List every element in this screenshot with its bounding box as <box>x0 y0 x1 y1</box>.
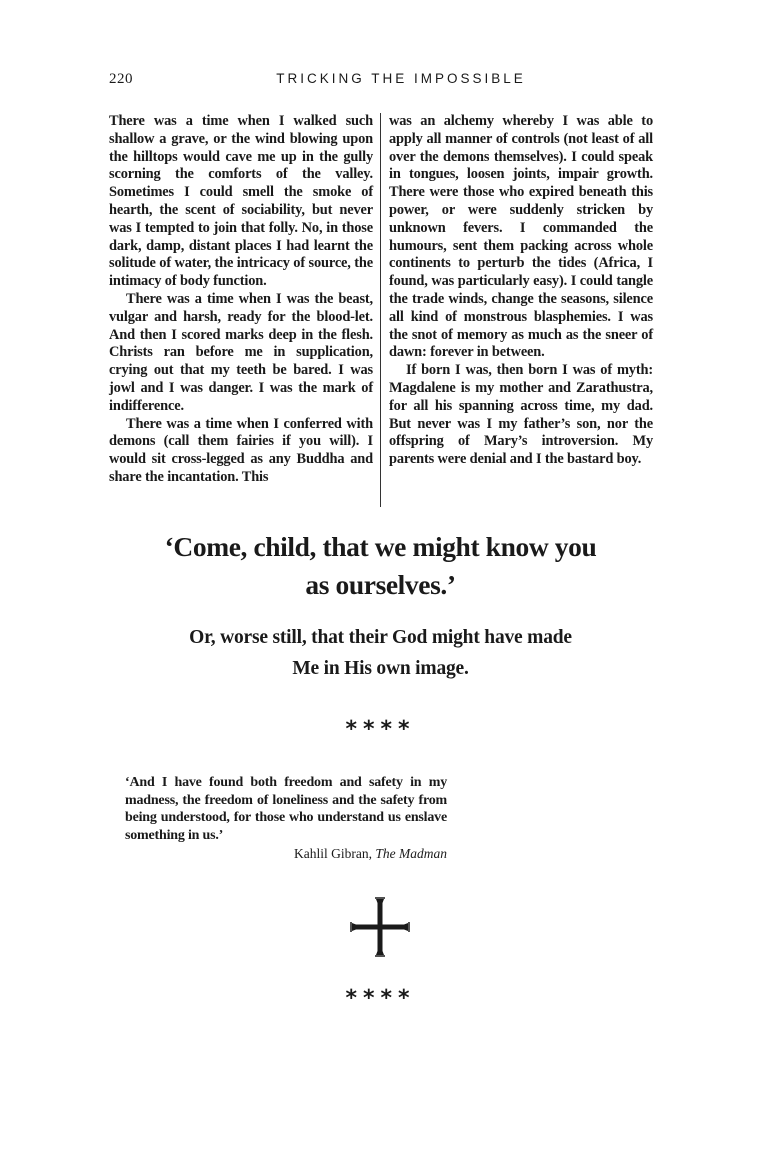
epigraph-book-title: The Madman <box>375 846 447 862</box>
paragraph: There was a time when I walked such shallow a grave, or the wind blowing upon the hilltops would cave me up in the gully scorning the comforts of the valley. Sometimes I could smell the smoke of hearth, the scent of sociability, but never was I tempted to join that folly. No, in those dark, damp, distant places I had learnt the solitude of water, the intricacy of source, the intimacy of body function. <box>109 113 373 290</box>
pull-quote <box>80 528 681 604</box>
cross-icon <box>349 896 411 958</box>
sub-quote-line: Or, worse still, that their God might have made <box>189 627 572 648</box>
paragraph: There was a time when I conferred with demons (call them fairies if you will). I would sit cross-legged as any Buddha and share the incantation. This <box>109 415 373 485</box>
paragraph: was an alchemy whereby I was able to apply all manner of controls (not least of all over the demons themselves). I could speak in tongues, loosen joints, impair growth. There were those who expired beneath this power, or were suddenly stricken by unknown fevers. I commanded the humours, sent them packing across whole continents to perturb the tides (Africa, I found, was particularly easy). I could tangle the trade winds, change the seasons, silence all kind of monstrous blasphemies. I was the snot of memory as much as the sneer of dawn: forever in between. <box>389 113 653 361</box>
pull-quote-line: ‘Come, child, that we might know you <box>164 531 597 562</box>
epigraph-source <box>125 846 447 862</box>
right-column <box>389 113 653 469</box>
section-separator: **** <box>345 717 416 742</box>
paragraph: There was a time when I was the beast, vulgar and harsh, ready for the blood-let. And then I scored marks deep in the flesh. Christs ran before me in supplication, crying out that my teeth be bared. I was jowl and I was danger. I was the mark of indifference. <box>109 290 373 414</box>
body-columns <box>109 113 653 508</box>
sub-quote-line: Me in His own image. <box>292 658 469 679</box>
page-number: 220 <box>109 71 133 87</box>
running-head: TRICKING THE IMPOSSIBLE <box>276 71 526 86</box>
column-divider <box>380 113 381 507</box>
left-column <box>109 113 373 487</box>
paragraph: If born I was, then born I was of myth: Magdalene is my mother and Zarathustra, for all his spanning across time, my dad. But never was I my father’s son, nor the offspring of Mary’s introversion. My parents were denial and I the bastard boy. <box>389 362 653 468</box>
epigraph-author: Kahlil Gibran, <box>294 846 372 862</box>
epigraph-text: ‘And I have found both freedom and safety in my madness, the freedom of loneliness and the safety from being understood, for those who understand us enslave something in us.’ <box>125 775 447 843</box>
page-header <box>109 71 653 91</box>
epigraph <box>125 774 447 862</box>
sub-quote <box>80 622 681 684</box>
section-separator: **** <box>345 986 416 1011</box>
pull-quote-line: as ourselves.’ <box>305 569 456 600</box>
